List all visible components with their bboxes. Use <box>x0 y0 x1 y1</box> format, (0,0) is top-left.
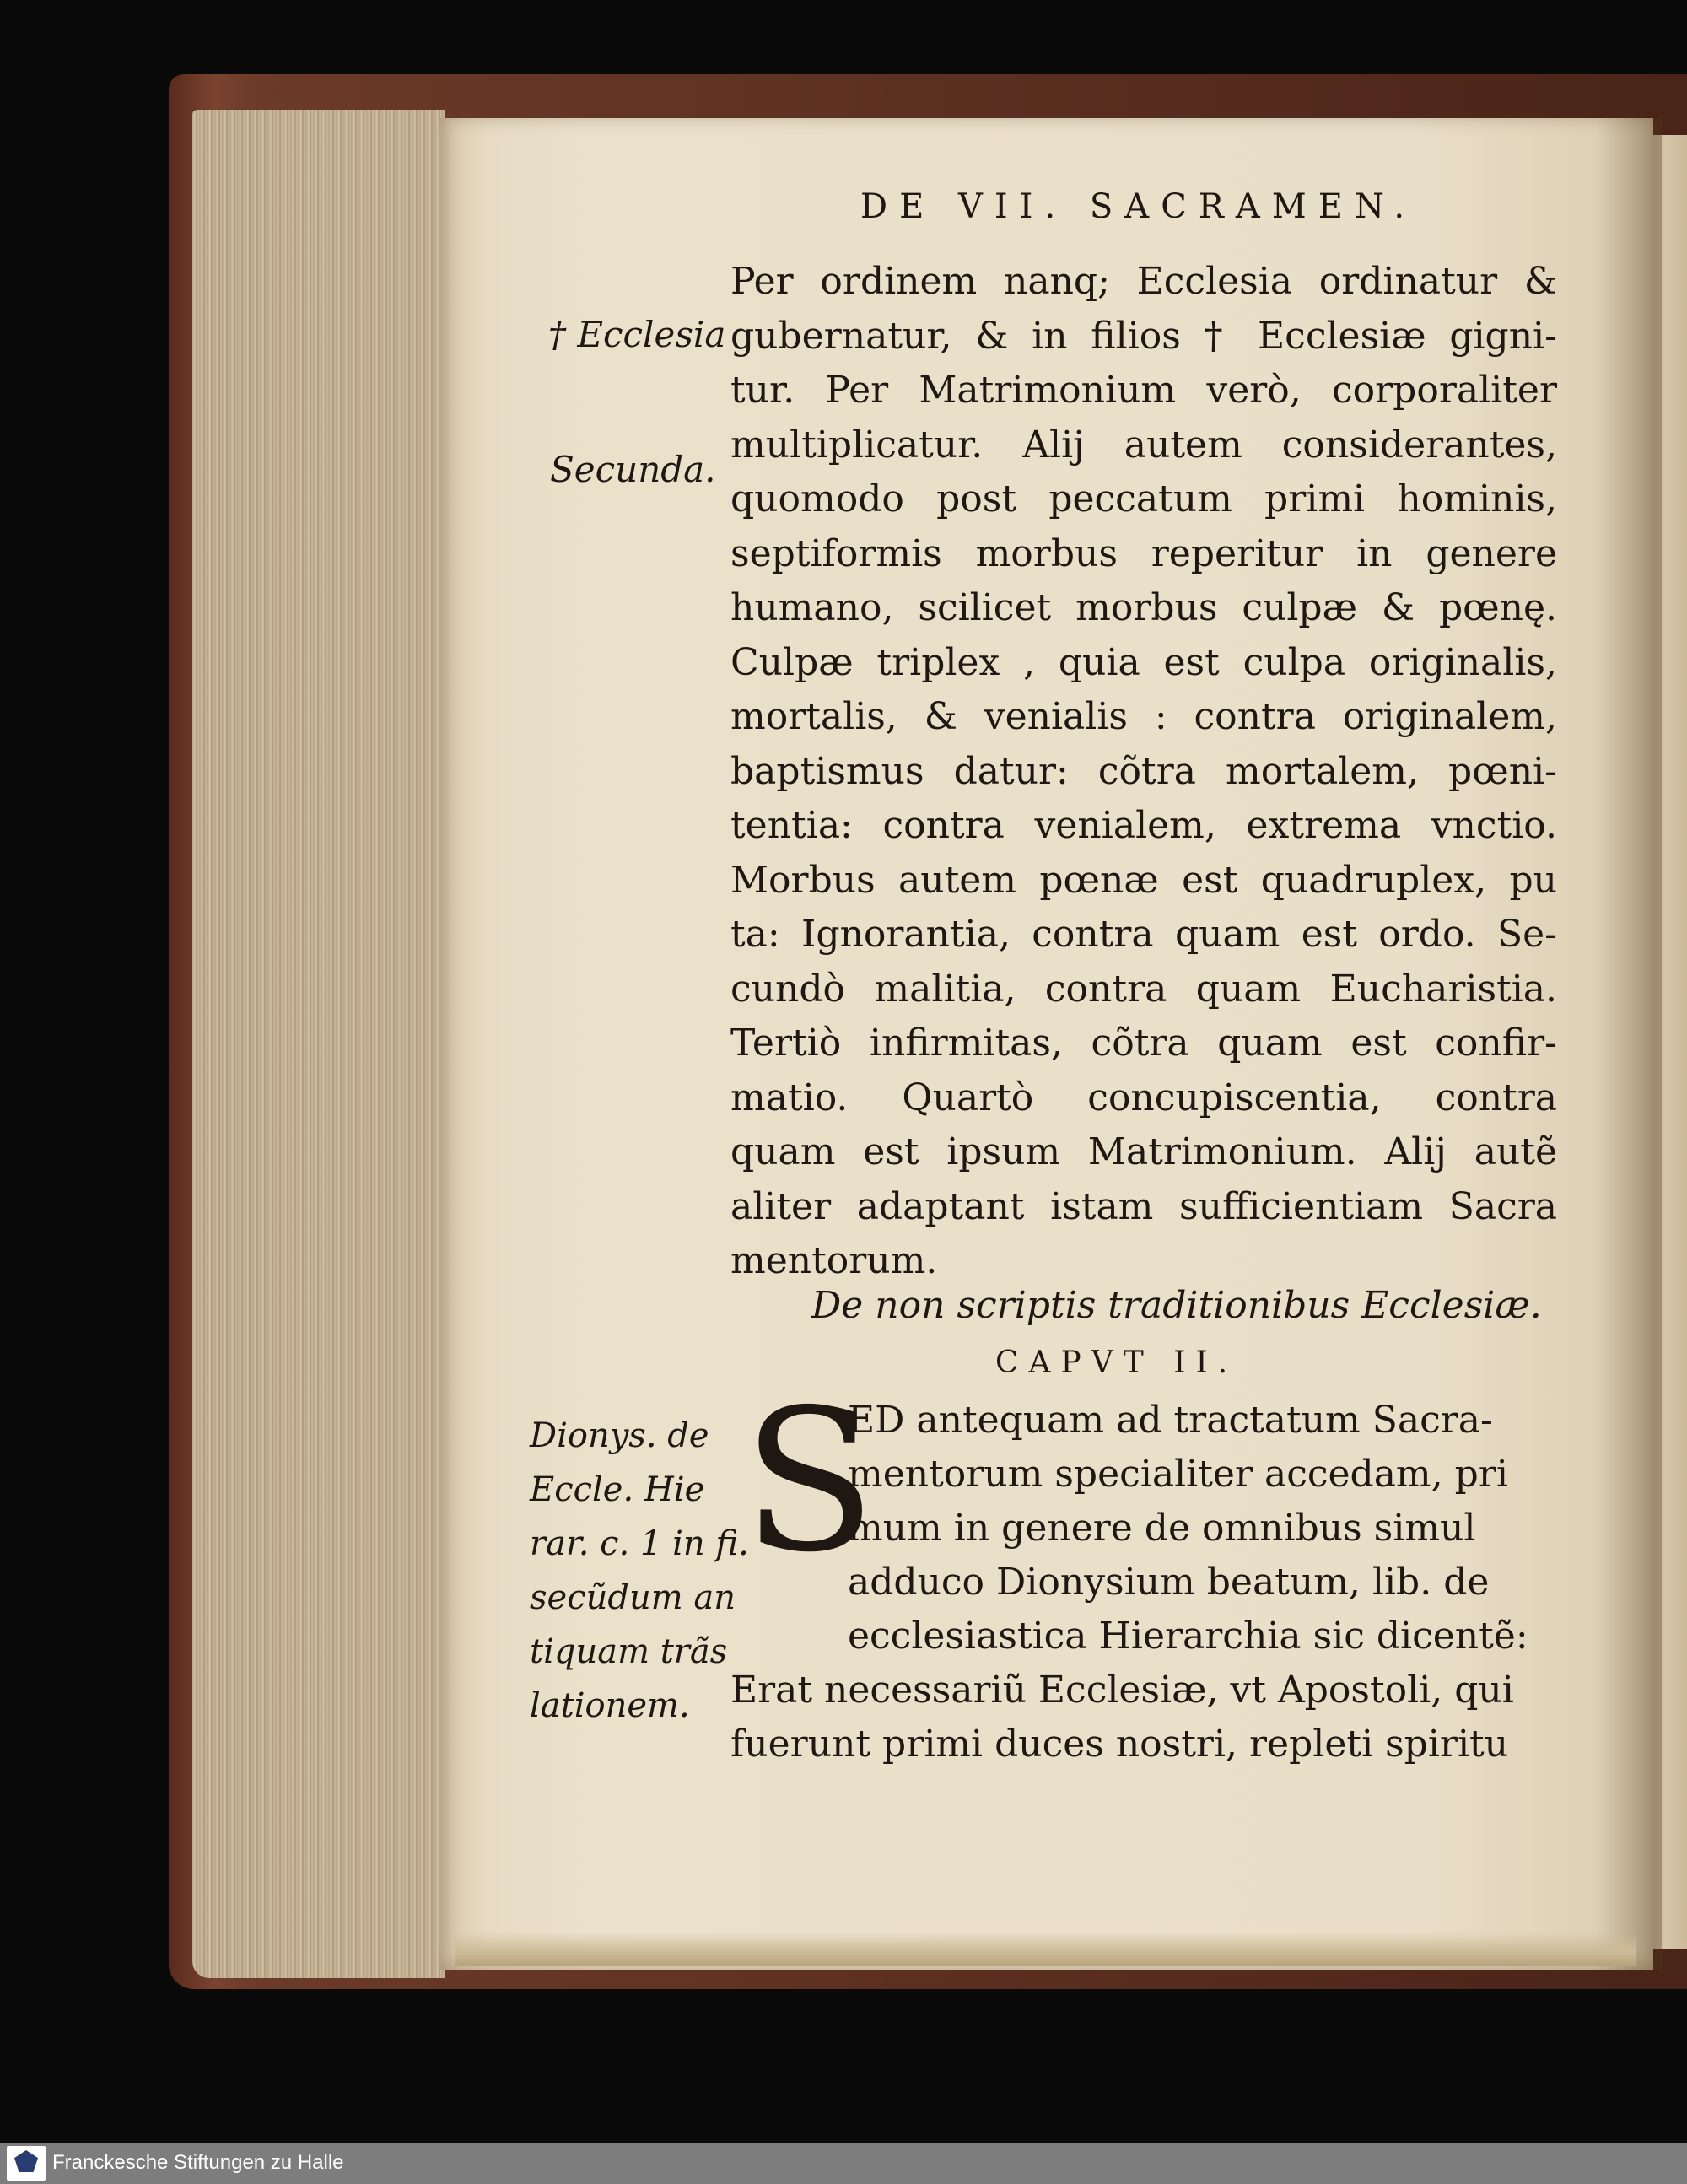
footer-bar <box>0 2143 1687 2184</box>
margin-note-secunda: Secunda. <box>550 449 716 490</box>
body-line: baptismus datur: cõtra mortalem, pœni- <box>730 749 1557 793</box>
citation-line: rar. c. 1 in fi. <box>530 1524 749 1563</box>
spine-shadow <box>1594 118 1662 1970</box>
chapter-line: mentorum specialiter accedam, pri <box>848 1453 1508 1496</box>
body-line: matio. Quartò concupiscentia, contra <box>730 1076 1557 1119</box>
chapter-text-indented <box>848 1394 1544 1664</box>
chapter-heading: CAPVT II. <box>995 1345 1238 1380</box>
citation-line: tiquam trãs <box>530 1632 728 1671</box>
body-line: cundò malitia, contra quam Eucharistia. <box>730 967 1557 1011</box>
body-line: mentorum. <box>730 1239 938 1282</box>
chapter-line: adduco Dionysium beatum, lib. de <box>848 1561 1490 1604</box>
body-line: ta: Ignorantia, contra quam est ordo. Se- <box>730 913 1557 956</box>
citation-line: Dionys. de <box>530 1416 709 1455</box>
chapter-line: ecclesiastica Hierarchia sic dicentẽ: <box>848 1615 1528 1658</box>
chapter-line: ED antequam ad tractatum Sacra- <box>848 1399 1493 1442</box>
citation-line: lationem. <box>530 1686 690 1725</box>
body-line: tur. Per Matrimonium verò, corporaliter <box>730 369 1557 412</box>
chapter-line: Erat necessariũ Ecclesiæ, vt Apostoli, qui <box>730 1669 1514 1712</box>
body-line: gubernatur, & in filios † Ecclesiæ gigni- <box>730 314 1557 358</box>
institution-logo-icon <box>7 2146 46 2181</box>
body-line: humano, scilicet morbus culpæ & pœnę. <box>730 586 1557 629</box>
body-line: Per ordinem nanq; Ecclesia ordinatur & <box>730 260 1557 303</box>
footer-institution-name: Franckesche Stiftungen zu Halle <box>52 2151 344 2174</box>
margin-citation <box>530 1409 749 1733</box>
body-line: quomodo post peccatum primi hominis, <box>730 477 1557 520</box>
book-page-edges <box>192 110 445 1978</box>
chapter-line: mum in genere de omnibus simul <box>848 1507 1476 1550</box>
page-bottom-wear <box>455 1932 1636 1966</box>
drop-cap-initial: S <box>742 1367 876 1595</box>
body-line: Culpæ triplex , quia est culpa originalis, <box>730 640 1557 684</box>
section-title: De non scriptis traditionibus Ecclesiæ. <box>811 1284 1542 1327</box>
body-line: mortalis, & venialis : contra originalem, <box>730 695 1557 738</box>
citation-line: Eccle. Hie <box>530 1470 705 1509</box>
body-text <box>730 255 1557 1289</box>
chapter-text-full <box>730 1664 1540 1771</box>
margin-note-ecclesia: † Ecclesia <box>548 314 726 355</box>
body-line: multiplicatur. Alij autem considerantes, <box>730 423 1557 466</box>
running-head: DE VII. SACRAMEN. <box>860 187 1417 226</box>
body-line: tentia: contra venialem, extrema vnctio. <box>730 804 1557 847</box>
citation-line: secũdum an <box>530 1578 736 1617</box>
body-line: quam est ipsum Matrimonium. Alij autẽ <box>730 1130 1557 1173</box>
chapter-line: fuerunt primi duces nostri, repleti spiritu <box>730 1723 1509 1766</box>
body-line: Morbus autem pœnæ est quadruplex, pu <box>730 858 1557 902</box>
body-line: Tertiò infirmitas, cõtra quam est confir- <box>730 1022 1557 1065</box>
body-line: septiformis morbus reperitur in genere <box>730 531 1557 575</box>
body-line: aliter adaptant istam sufficientiam Sacra <box>730 1184 1557 1228</box>
